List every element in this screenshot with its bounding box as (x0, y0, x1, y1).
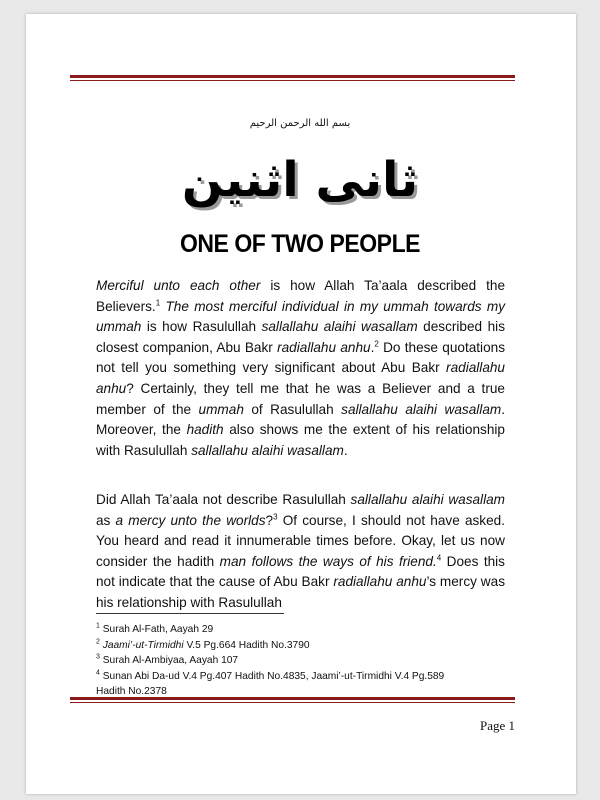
italic-text: sallallahu alaihi wasallam (350, 492, 505, 507)
text-run: Surah Al-Fath, Aayah 29 (99, 624, 214, 635)
text-run: ? Certainly, they tell me that he was a Believer and a true member of the (96, 380, 505, 417)
italic-text: hadith (186, 422, 224, 438)
italic-text: radiallahu anhu (277, 339, 371, 355)
footnote-ref: 4 (436, 553, 442, 563)
text-run: . (343, 442, 348, 458)
footnote-ref: 3 (96, 653, 100, 661)
text-run: ’s mercy was his relationship with Rasulullah (96, 574, 505, 610)
text-run: as (96, 512, 116, 528)
italic-text: sallallahu alaihi wasallam (341, 401, 502, 417)
footnote-ref: 1 (96, 622, 100, 630)
text-run: described his closest companion, Abu Bakr (96, 319, 505, 355)
text-run: Do these quotations not tell you something very significant about Abu Bakr (96, 339, 505, 376)
footnote (96, 638, 516, 654)
arabic-title: ثانی اثنین (181, 152, 419, 208)
italic-text: The most merciful individual in my ummah towards my ummah (96, 298, 506, 335)
footnote-ref: 3 (273, 512, 278, 522)
footnote-ref: 1 (155, 298, 161, 308)
text-run: of Rasulullah (243, 401, 342, 417)
italic-text: radiallahu anhu (333, 574, 427, 590)
italic-text: a mercy unto the worlds (115, 512, 266, 528)
text-run: ? (265, 512, 274, 528)
bottom-decorative-rule (70, 697, 515, 703)
footnote-ref: 4 (96, 669, 100, 677)
footnote (96, 653, 516, 669)
top-decorative-rule (70, 75, 515, 81)
footnote (96, 622, 516, 638)
text-run: Of course, I should not have asked. You heard and read it innumerable times before. Okay, let us now consider the hadith (96, 512, 505, 569)
text-run: is how Allah Ta’aala described the Believers. (96, 278, 505, 314)
text-run: also shows me the extent of his relationship with Rasulullah (96, 422, 505, 458)
basmala: بسم الله الرحمن الرحيم (249, 118, 351, 129)
text-run: Does this not indicate that the cause of Abu Bakr (96, 553, 505, 590)
english-title: ONE OF TWO PEOPLE (179, 230, 421, 258)
text-run: Surah Al-Ambiyaa, Aayah 107 (99, 655, 239, 667)
italic-text: Merciful unto each other (96, 278, 261, 293)
italic-text: sallallahu alaihi wasallam (191, 442, 344, 458)
text-run: Did Allah Ta’aala not describe Rasulullah (96, 492, 351, 507)
text-run: Hadith No.2378 (96, 686, 167, 698)
body-paragraph (96, 276, 505, 461)
text-run: . Moreover, the (96, 401, 505, 438)
body-paragraph (96, 490, 505, 614)
italic-text: man follows the ways of his friend. (219, 553, 437, 569)
italic-text: radiallahu anhu (96, 360, 505, 396)
page-number: Page 1 (479, 718, 515, 733)
footnote-ref: 2 (96, 638, 100, 646)
text-run: . (370, 339, 375, 355)
italic-text: ummah (198, 401, 244, 417)
footnote-separator (96, 613, 284, 614)
footnote (96, 669, 516, 685)
italic-text: sallallahu alaihi wasallam (261, 319, 418, 335)
text-run: is how Rasulullah (141, 319, 262, 335)
italic-text: Jaami’-ut-Tirmidhi (102, 639, 184, 651)
footnote-ref: 2 (374, 339, 379, 349)
text-run: Sunan Abi Da-ud V.4 Pg.407 Hadith No.4835, Jaami’-ut-Tirmidhi V.4 Pg.589 (99, 670, 445, 682)
footnotes (96, 622, 516, 700)
text-run: V.5 Pg.664 Hadith No.3790 (183, 639, 310, 651)
